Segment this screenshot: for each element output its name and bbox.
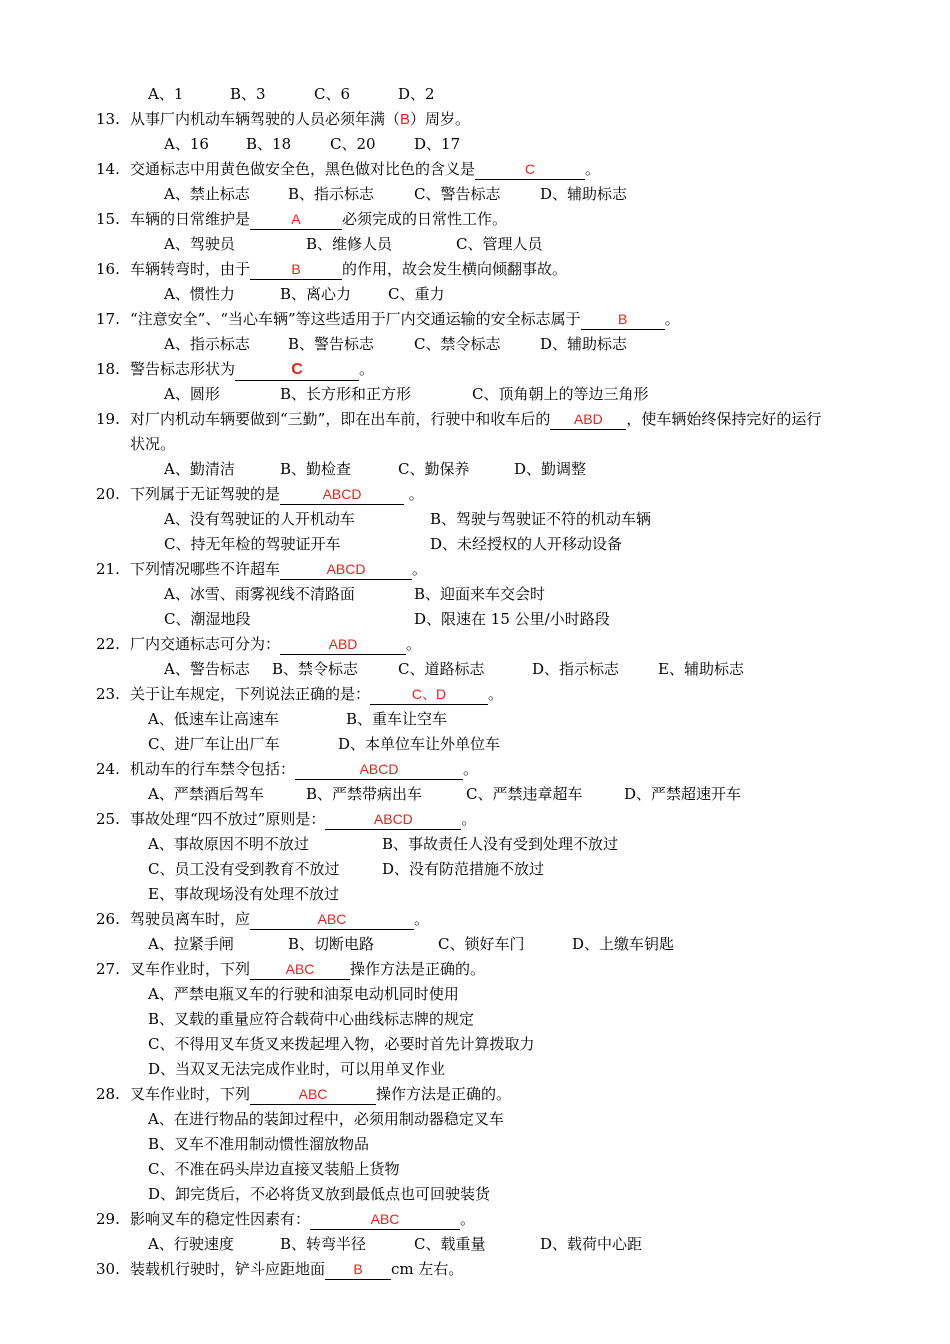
question-22 (0, 632, 910, 656)
answer-blank: ABD (550, 409, 626, 430)
question-number: 21. (96, 560, 120, 578)
option: C、6 (314, 85, 351, 103)
option: A、禁止标志 (164, 185, 250, 203)
option: B、长方形和正方形 (280, 385, 412, 403)
options-row (0, 232, 910, 256)
question-text: 驾驶员离车时，应 ABC 。 (130, 910, 430, 928)
question-text: 对厂内机动车辆要做到“三勤”，即在出车前，行驶中和收车后的 ABD ，使车辆始终保持完好的运行 (130, 410, 822, 428)
question-15 (0, 207, 910, 231)
option: E、辅助标志 (658, 660, 744, 678)
options-row (0, 1157, 910, 1181)
option: B、警告标志 (288, 335, 375, 353)
options-row (0, 82, 910, 106)
question-number: 24. (96, 760, 120, 778)
option: A、勤清洁 (164, 460, 235, 478)
answer-blank: ABC (250, 1084, 376, 1105)
question-number: 18. (96, 360, 120, 378)
option: D、2 (398, 85, 435, 103)
option: A、驾驶员 (164, 235, 235, 253)
option: B、离心力 (280, 285, 352, 303)
question-text: 车辆转弯时，由于 B 的作用，故会发生横向倾翻事故。 (130, 260, 568, 278)
answer-blank: C (475, 159, 585, 180)
option: D、严禁超速开车 (624, 785, 742, 803)
options-row (0, 532, 910, 556)
question-text: 车辆的日常维护是 A 必须完成的日常性工作。 (130, 210, 508, 228)
option: A、警告标志 (164, 660, 250, 678)
question-number: 14. (96, 160, 120, 178)
options-row (0, 332, 910, 356)
option: A、在进行物品的装卸过程中，必须用制动器稳定叉车 (148, 1110, 504, 1128)
options-row (0, 657, 910, 681)
question-18 (0, 357, 910, 381)
question-30 (0, 1257, 910, 1281)
options-row (0, 507, 910, 531)
answer-blank: A (250, 209, 342, 230)
option: B、勤检查 (280, 460, 352, 478)
options-row (0, 457, 910, 481)
question-16 (0, 257, 910, 281)
option: C、员工没有受到教育不放过 (148, 860, 340, 878)
question-20 (0, 482, 910, 506)
option: B、维修人员 (306, 235, 393, 253)
options-row (0, 1007, 910, 1031)
option: B、事故责任人没有受到处理不放过 (382, 835, 619, 853)
option: B、叉车不准用制动惯性溜放物品 (148, 1135, 370, 1153)
option: B、指示标志 (288, 185, 375, 203)
options-row (0, 832, 910, 856)
options-row (0, 182, 910, 206)
option: D、勤调整 (514, 460, 587, 478)
question-text: 叉车作业时，下列 ABC 操作方法是正确的。 (130, 960, 486, 978)
question-17 (0, 307, 910, 331)
option: C、重力 (388, 285, 445, 303)
option: C、顶角朝上的等边三角形 (472, 385, 649, 403)
option: C、不得用叉车货叉来拨起埋入物，必要时首先计算拨取力 (148, 1035, 535, 1053)
options-row (0, 932, 910, 956)
option: B、转弯半径 (280, 1235, 367, 1253)
options-row (0, 882, 910, 906)
answer-blank: B (250, 259, 342, 280)
question-number: 23. (96, 685, 120, 703)
option: A、指示标志 (164, 335, 250, 353)
option: D、没有防范措施不放过 (382, 860, 545, 878)
option: D、辅助标志 (540, 335, 628, 353)
question-number: 16. (96, 260, 120, 278)
answer-blank: ABCD (280, 484, 404, 505)
option: A、严禁酒后驾车 (148, 785, 264, 803)
option: C、持无年检的驾驶证开车 (164, 535, 341, 553)
option: C、20 (330, 135, 376, 153)
option: A、圆形 (164, 385, 220, 403)
options-row (0, 1232, 910, 1256)
question-number: 30. (96, 1260, 120, 1278)
question-21 (0, 557, 910, 581)
question-26 (0, 907, 910, 931)
question-text: 装载机行驶时，铲斗应距地面 B cm 左右。 (130, 1260, 464, 1278)
answer-blank: ABCD (295, 759, 463, 780)
option: C、管理人员 (456, 235, 543, 253)
answer-blank: ABC (250, 909, 414, 930)
answer-blank: ABC (310, 1209, 460, 1230)
option: D、载荷中心距 (540, 1235, 643, 1253)
option: C、警告标志 (414, 185, 501, 203)
option: A、严禁电瓶叉车的行驶和油泵电动机同时使用 (148, 985, 459, 1003)
option: B、重车让空车 (346, 710, 448, 728)
option: C、进厂车让出厂车 (148, 735, 280, 753)
option: A、低速车让高速车 (148, 710, 279, 728)
question-23 (0, 682, 910, 706)
question-14 (0, 157, 910, 181)
question-number: 13. (96, 110, 120, 128)
question-number: 20. (96, 485, 120, 503)
options-row (0, 707, 910, 731)
answer: B (400, 111, 411, 128)
options-row (0, 382, 910, 406)
options-row (0, 732, 910, 756)
question-19 (0, 407, 910, 431)
options-row (0, 607, 910, 631)
options-row (0, 132, 910, 156)
answer-blank: B (581, 309, 665, 330)
answer-blank: C、D (370, 684, 488, 705)
options-row (0, 1057, 910, 1081)
option: C、载重量 (414, 1235, 486, 1253)
option: A、事故原因不明不放过 (148, 835, 309, 853)
option: D、上缴车钥匙 (572, 935, 675, 953)
option: C、潮湿地段 (164, 610, 251, 628)
question-text: 叉车作业时，下列 ABC 操作方法是正确的。 (130, 1085, 512, 1103)
option: D、本单位车让外单位车 (338, 735, 501, 753)
option: C、严禁违章超车 (466, 785, 583, 803)
option: A、惯性力 (164, 285, 235, 303)
options-row (0, 982, 910, 1006)
option: A、行驶速度 (148, 1235, 234, 1253)
option: B、迎面来车交会时 (414, 585, 546, 603)
options-row (0, 1032, 910, 1056)
option: B、严禁带病出车 (306, 785, 423, 803)
option: C、道路标志 (398, 660, 485, 678)
question-24 (0, 757, 910, 781)
options-row (0, 782, 910, 806)
question-text: 下列属于无证驾驶的是 ABCD 。 (130, 485, 424, 503)
option: B、叉载的重量应符合载荷中心曲线标志牌的规定 (148, 1010, 475, 1028)
question-text: 警告标志形状为 C 。 (130, 357, 374, 381)
question-text: 厂内交通标志可分为： ABD 。 (130, 635, 422, 653)
question-text: “注意安全”、“当心车辆”等这些适用于厂内交通运输的安全标志属于 B 。 (130, 310, 680, 328)
options-row (0, 582, 910, 606)
question-number: 19. (96, 410, 120, 428)
question-number: 22. (96, 635, 120, 653)
option: C、禁令标志 (414, 335, 501, 353)
option: C、锁好车门 (438, 935, 525, 953)
option: C、不准在码头岸边直接叉装船上货物 (148, 1160, 400, 1178)
option: C、勤保养 (398, 460, 470, 478)
answer-blank: ABC (250, 959, 350, 980)
option: B、18 (246, 135, 292, 153)
option: D、指示标志 (532, 660, 620, 678)
question-number: 17. (96, 310, 120, 328)
option: B、切断电路 (288, 935, 375, 953)
question-number: 29. (96, 1210, 120, 1228)
options-row (0, 857, 910, 881)
options-row (0, 1132, 910, 1156)
question-text: 从事厂内机动车辆驾驶的人员必须年满（B）周岁。 (130, 110, 471, 128)
option: A、1 (148, 85, 184, 103)
question-text: 事故处理“四不放过”原则是： ABCD 。 (130, 810, 477, 828)
question-text: 下列情况哪些不许超车 ABCD 。 (130, 560, 428, 578)
option: D、当双叉无法完成作业时，可以用单叉作业 (148, 1060, 446, 1078)
question-number: 26. (96, 910, 120, 928)
question-text: 影响叉车的稳定性因素有： ABC 。 (130, 1210, 476, 1228)
option: A、16 (164, 135, 209, 153)
option: B、禁令标志 (272, 660, 359, 678)
question-text: 状况。 (130, 435, 176, 453)
answer-blank: ABD (280, 634, 406, 655)
answer-blank: ABCD (325, 809, 461, 830)
question-number: 28. (96, 1085, 120, 1103)
option: B、驾驶与驾驶证不符的机动车辆 (430, 510, 652, 528)
option: D、限速在 15 公里/小时路段 (414, 610, 610, 628)
option: D、辅助标志 (540, 185, 628, 203)
question-number: 25. (96, 810, 120, 828)
answer-blank: B (325, 1259, 391, 1280)
question-number: 27. (96, 960, 120, 978)
question-text: 交通标志中用黄色做安全色，黑色做对比色的含义是 C 。 (130, 160, 601, 178)
option: A、没有驾驶证的人开机动车 (164, 510, 355, 528)
question-text: 机动车的行车禁令包括： ABCD 。 (130, 760, 479, 778)
option: D、17 (414, 135, 461, 153)
options-row (0, 282, 910, 306)
option: B、3 (230, 85, 266, 103)
question-continuation (0, 432, 910, 456)
question-25 (0, 807, 910, 831)
options-row (0, 1182, 910, 1206)
question-27 (0, 957, 910, 981)
options-row (0, 1107, 910, 1131)
answer-blank: C (235, 360, 359, 381)
option: A、拉紧手闸 (148, 935, 234, 953)
question-13 (0, 107, 910, 131)
option: D、未经授权的人开移动设备 (430, 535, 623, 553)
question-number: 15. (96, 210, 120, 228)
question-29 (0, 1207, 910, 1231)
option: A、冰雪、雨雾视线不清路面 (164, 585, 355, 603)
question-text: 关于让车规定，下列说法正确的是： C、D 。 (130, 685, 504, 703)
option: D、卸完货后，不必将货叉放到最低点也可回驶装货 (148, 1185, 491, 1203)
answer-blank: ABCD (280, 559, 412, 580)
question-28 (0, 1082, 910, 1106)
option: E、事故现场没有处理不放过 (148, 885, 339, 903)
